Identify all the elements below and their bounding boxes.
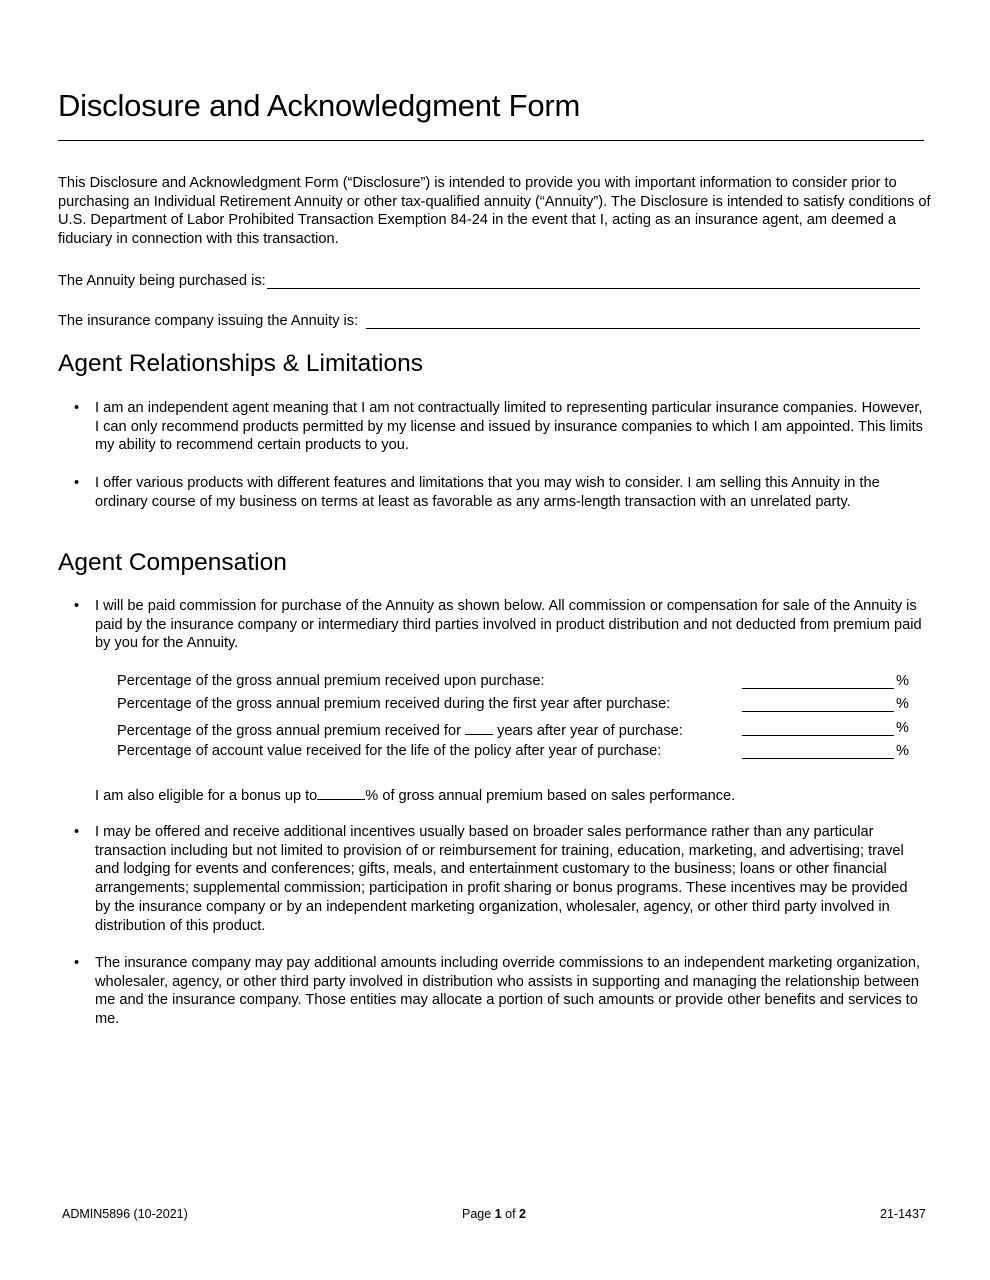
annuity-field-row [58,272,920,289]
bonus-line [95,785,735,804]
percent-sign: % [896,743,909,759]
annuity-field-line[interactable] [267,272,920,289]
commission-row-years-after [117,720,917,739]
page-current: 1 [494,1207,502,1221]
commission-row-label-b: years after year of purchase: [497,723,683,739]
bullet-icon: • [74,955,80,971]
page-title: Disclosure and Acknowledgment Form [58,88,581,123]
commission-row-label [117,720,683,739]
company-field-row [58,312,920,329]
bullet-text: I will be paid commission for purchase of the Annuity as shown below. All commission or compensation for sale of the Annuity is paid by the insurance company or intermediary third parties involved in product distribution and not deducted from premium paid by you for the Annuity. [95,598,922,652]
percent-sign: % [896,720,909,736]
bullet-text: I may be offered and receive additional incentives usually based on broader sales performance rather than any particular transaction including but not limited to provision of or reimbursement for training, education, marketing, and advertising; travel and lodging for events and conferences; gifts, meals, and entertainment customary to the business; loans or other financial arrangements; supplemental commission; participation in profit sharing or bonus programs. These incentives may be provided by the insurance company or by an independent marketing organization, wholesaler, agency, or other third party involved in distribution of this product. [95,824,908,934]
footer-doc-number: 21-1437 [880,1207,926,1221]
bullet-icon: • [74,475,80,491]
bonus-percent-field[interactable] [317,785,365,800]
annuity-field-label: The Annuity being purchased is: [58,273,266,289]
commission-row-first-year [117,696,917,715]
bullet-icon: • [74,598,80,614]
commission-row-upon-purchase [117,673,917,692]
company-field-label: The insurance company issuing the Annuity is: [58,313,359,329]
page-of: of [505,1207,516,1221]
section-heading-relationships: Agent Relationships & Limitations [58,350,423,377]
page-word: Page [462,1207,492,1221]
percent-sign: % [896,673,909,689]
footer-page-number [462,1207,526,1221]
commission-row-label-a: Percentage of the gross annual premium received for [117,723,461,739]
bullet-icon: • [74,824,80,840]
commission-row-account-value [117,743,917,762]
title-divider [58,140,924,141]
commission-field-line[interactable] [742,743,894,759]
bonus-text-a: I am also eligible for a bonus up to [95,788,318,804]
bullet-text: The insurance company may pay additional amounts including override commissions to an independent marketing organization, wholesaler, agency, or other third party involved in distribution who assists in supporting and managing the relationship between me and the insurance company. Those entities may allocate a portion of such amounts or provide other benefits and services to me. [95,955,921,1028]
company-field-line[interactable] [366,312,920,329]
commission-field-line[interactable] [742,720,894,736]
commission-field-line[interactable] [742,673,894,689]
bonus-text-b: % of gross annual premium based on sales performance. [365,788,736,804]
commission-field-line[interactable] [742,696,894,712]
section-heading-compensation: Agent Compensation [58,549,287,576]
bullet-text: I offer various products with different features and limitations that you may wish to consider. I am selling this Annuity in the ordinary course of my business on terms at least as favorable as any arms-length transaction with an unrelated party. [95,475,880,510]
bullet-text: I am an independent agent meaning that I am not contractually limited to representing particular insurance companies. However, I can only recommend products permitted by my license and issued by insurance companies to which I am appointed. This limits my ability to recommend certain products to you. [95,400,923,454]
bullet-icon: • [74,400,80,416]
years-blank-field[interactable] [465,720,493,735]
percent-sign: % [896,696,909,712]
commission-row-label: Percentage of the gross annual premium received upon purchase: [117,673,545,689]
page-total: 2 [519,1207,526,1221]
footer-form-id: ADMIN5896 (10-2021) [62,1207,188,1221]
commission-row-label: Percentage of the gross annual premium received during the first year after purchase: [117,696,671,712]
intro-paragraph: This Disclosure and Acknowledgment Form (“Disclosure”) is intended to provide you with important information to consider prior to purchasing an Individual Retirement Annuity or other tax-qualified annuity (“Annuity”). The Disclosure is intended to satisfy conditions of U.S. Department of Labor Prohibited Transaction Exemption 84-24 in the event that I, acting as an insurance agent, am deemed a fiduciary in connection with this transaction. [58,175,931,248]
commission-row-label: Percentage of account value received for the life of the policy after year of purchase: [117,743,662,759]
